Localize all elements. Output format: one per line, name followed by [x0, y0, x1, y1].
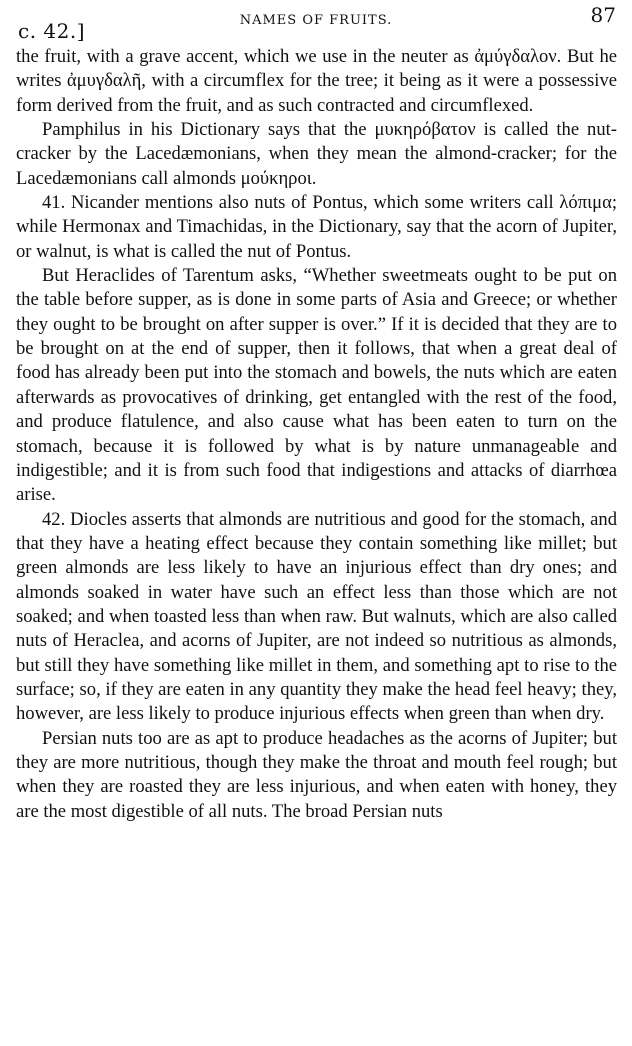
- paragraph-section-42: 42. Diocles asserts that almonds are nutritious and good for the stomach, and that they have a heating effect because they contain something like millet; but green almonds are less likely to have an injurious effect than dry ones; and almonds soaked in water have such an effect less than those which are not soaked; and when toasted less than when raw. But walnuts, which are also called nuts of Heraclea, and acorns of Jupiter, are not indeed so nutritious as almonds, but still they have something like millet in them, and something apt to rise to the surface; so, if they are eaten in any quantity they make the head feel heavy; they, however, are less likely to produce injurious effects when green than when dry.: [16, 508, 617, 725]
- body-text: [16, 45, 617, 824]
- running-title: NAMES OF FRUITS.: [239, 13, 393, 28]
- chapter-reference: c. 42.]: [18, 19, 86, 43]
- paragraph-section-41: 41. Nicander mentions also nuts of Pontus, which some writers call λόπιμα; while Hermonax and Timachidas, in the Dictionary, say that the acorn of Jupiter, or walnut, is what is called the nut of Pontus.: [16, 192, 617, 262]
- running-header: [0, 0, 632, 50]
- page-number: 87: [590, 3, 616, 27]
- paragraph-continuation: the fruit, with a grave accent, which we use in the neuter as ἀμύγδαλον. But he writes ἀμυγδαλῆ, with a circumflex for the tree; it being as it were a possessive form derived from the fruit, and as such contracted and circumflexed.: [16, 46, 617, 116]
- paragraph-pamphilus: Pamphilus in his Dictionary says that the μυκηρόβατον is called the nut-cracker by the Lacedæmonians, when they mean the almond-cracker; for the Lacedæmonians call almonds μούκηροι.: [16, 119, 617, 189]
- paragraph-persian-nuts: Persian nuts too are as apt to produce headaches as the acorns of Jupiter; but they are more nutritious, though they make the throat and mouth feel rough; but when they are roasted they are less injurious, and when eaten with honey, they are the most digestible of all nuts. The broad Persian nuts: [16, 727, 617, 822]
- paragraph-heraclides: But Heraclides of Tarentum asks, “Whether sweetmeats ought to be put on the table before supper, as is done in some parts of Asia and Greece; or whether they ought to be brought on after supper is over.” If it is decided that they are to be brought on at the end of supper, then it follows, that when a great deal of food has already been put into the stomach and bowels, the nuts which are eaten afterwards as provocatives of drinking, get entangled with the rest of the food, and produce flatulence, and also cause what has been eaten to turn on the stomach, because it is followed by what is by nature unmanageable and indigestible; and it is from such food that indigestions and attacks of diarrhœa arise.: [16, 265, 617, 506]
